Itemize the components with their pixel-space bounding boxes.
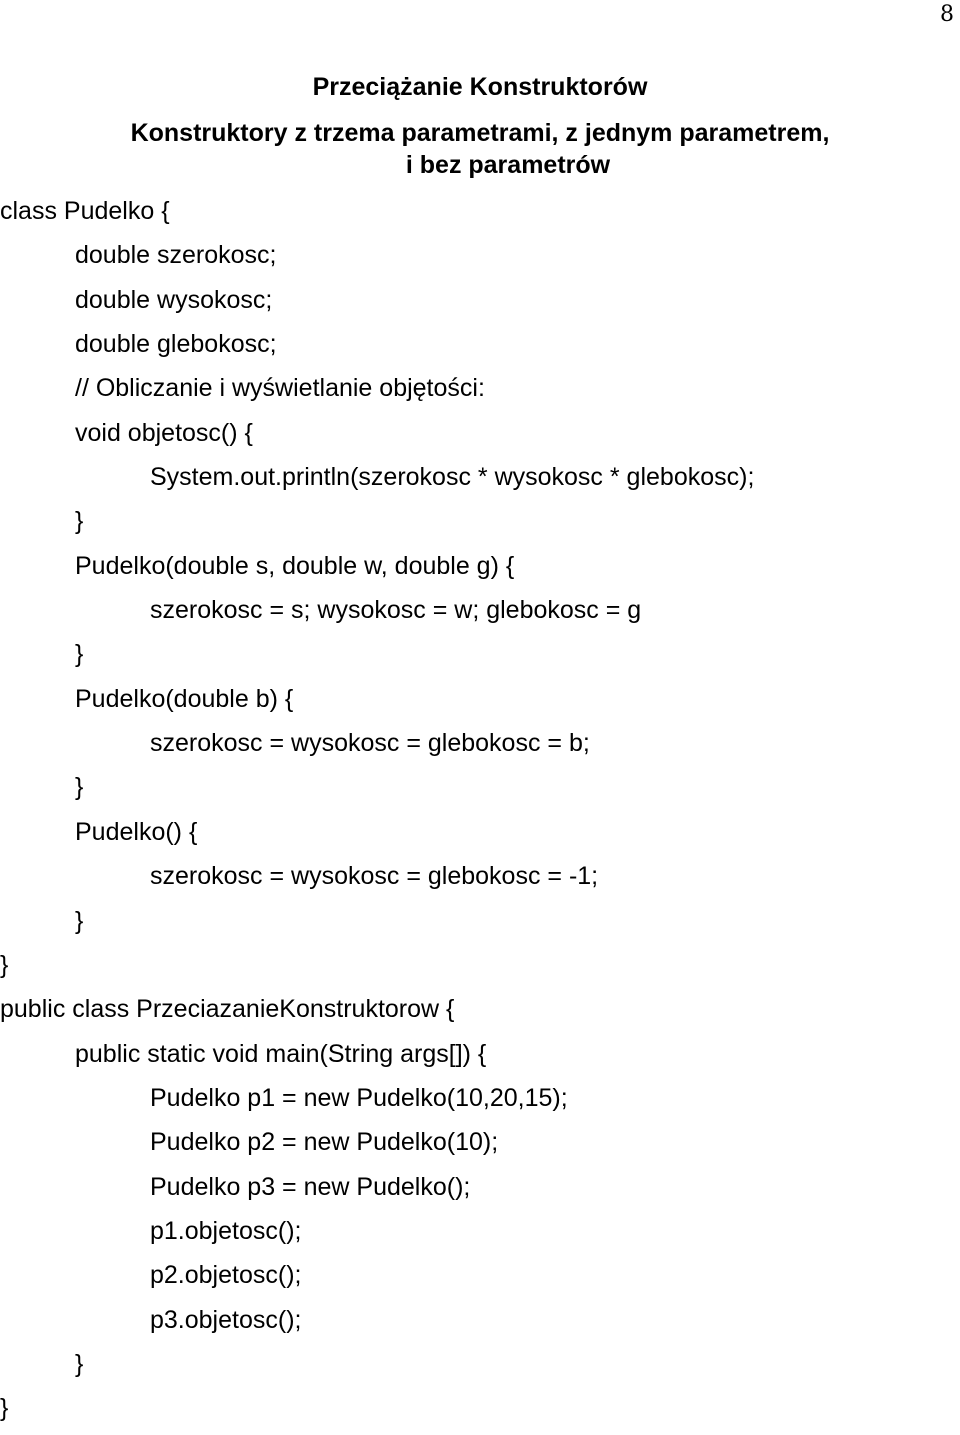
code-listing bbox=[0, 193, 960, 1435]
code-line: szerokosc = wysokosc = glebokosc = b; bbox=[150, 729, 590, 758]
code-line: public class PrzeciazanieKonstruktorow { bbox=[0, 995, 455, 1024]
code-line: // Obliczanie i wyświetlanie objętości: bbox=[75, 374, 485, 403]
code-line: Pudelko p3 = new Pudelko(); bbox=[150, 1172, 471, 1201]
code-line: } bbox=[75, 640, 84, 669]
code-line: p2.objetosc(); bbox=[150, 1261, 302, 1290]
page-title: Przeciążanie Konstruktorów bbox=[312, 73, 648, 101]
code-line: p3.objetosc(); bbox=[150, 1305, 302, 1334]
page-number: 8 bbox=[940, 2, 954, 27]
code-line: class Pudelko { bbox=[0, 197, 170, 225]
code-line: szerokosc = s; wysokosc = w; glebokosc = g bbox=[150, 596, 642, 625]
page-subtitle-line-2: i bez parametrów bbox=[405, 151, 611, 179]
code-line: double glebokosc; bbox=[75, 330, 277, 359]
code-line: Pudelko p2 = new Pudelko(10); bbox=[150, 1128, 499, 1157]
code-line: } bbox=[75, 906, 84, 935]
code-line: Pudelko(double s, double w, double g) { bbox=[75, 551, 515, 580]
code-line: } bbox=[75, 507, 84, 536]
code-line: p1.objetosc(); bbox=[150, 1216, 302, 1245]
code-line: } bbox=[75, 1349, 84, 1378]
code-line: szerokosc = wysokosc = glebokosc = -1; bbox=[150, 862, 599, 891]
code-line: } bbox=[75, 773, 84, 802]
code-line: System.out.println(szerokosc * wysokosc * glebokosc); bbox=[150, 463, 755, 492]
code-line: } bbox=[0, 1394, 9, 1423]
code-line: public static void main(String args[]) { bbox=[75, 1039, 487, 1068]
page-subtitle-line-1: Konstruktory z trzema parametrami, z jednym parametrem, bbox=[130, 119, 830, 147]
code-line: Pudelko(double b) { bbox=[75, 684, 294, 713]
code-line: void objetosc() { bbox=[75, 418, 253, 447]
code-line: double szerokosc; bbox=[75, 241, 277, 270]
code-line: Pudelko() { bbox=[75, 817, 198, 846]
code-line: double wysokosc; bbox=[75, 285, 273, 314]
code-line: Pudelko p1 = new Pudelko(10,20,15); bbox=[150, 1083, 568, 1112]
code-line: } bbox=[0, 950, 9, 979]
